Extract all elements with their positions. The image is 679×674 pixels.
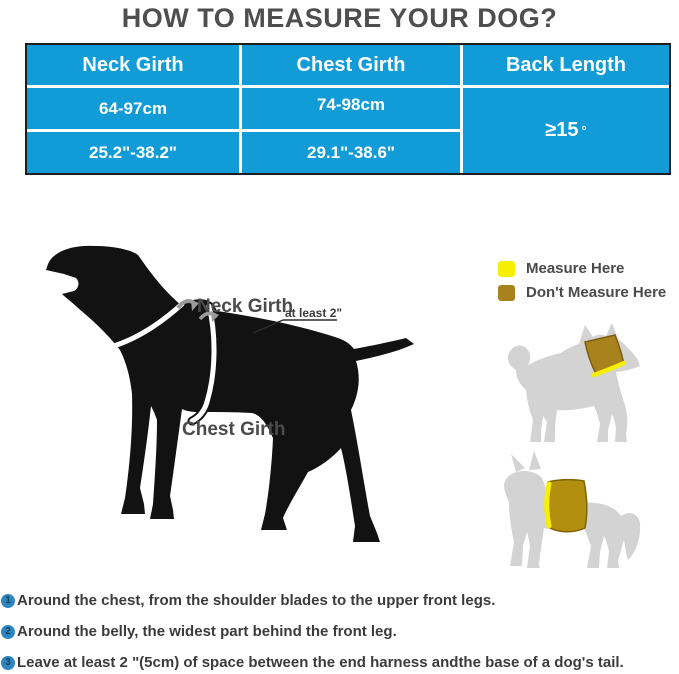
clearance-label: at least 2" [285, 306, 343, 320]
step-2-text: Around the belly, the widest part behind the front leg. [17, 623, 397, 640]
instruction-step-1 [1, 592, 678, 609]
chest-girth-label: Chest Girth [182, 419, 286, 440]
neck-measure-dog-illustration [503, 320, 643, 450]
size-table [25, 43, 671, 175]
col-header-back-length: Back Length [463, 45, 669, 85]
instruction-step-3 [1, 654, 678, 671]
col-header-chest-girth: Chest Girth [242, 45, 460, 85]
neck-girth-label: Neck Girth [197, 296, 294, 317]
step-3-badge: 3 [1, 656, 15, 670]
col-header-neck-girth: Neck Girth [27, 45, 239, 85]
chest-measure-stripe [547, 484, 549, 526]
measure-here-swatch [498, 261, 515, 277]
neck-girth-inch: 25.2"-38.2" [27, 132, 239, 173]
degree-symbol: ° [581, 123, 587, 138]
dont-measure-here-label: Don't Measure Here [526, 284, 667, 301]
step-1-badge: 1 [1, 594, 15, 608]
chest-girth-inch: 29.1"-38.6" [242, 132, 460, 173]
measure-here-label: Measure Here [526, 260, 625, 277]
legend-measure-here [498, 261, 624, 277]
page-title: HOW TO MEASURE YOUR DOG? [121, 3, 558, 33]
back-length-value: ≥15 ° [463, 88, 669, 173]
step-3-text: Leave at least 2 "(5cm) of space between the end harness andthe base of a dog's tail. [17, 654, 624, 671]
legend-dont-measure-here [498, 285, 666, 301]
belly-band-dont-measure [547, 480, 587, 532]
chest-girth-cm: 74-98cm [242, 88, 460, 129]
instruction-step-2 [1, 623, 678, 640]
step-2-badge: 2 [1, 625, 15, 639]
harness-diagram-dog-illustration [36, 242, 428, 554]
dont-measure-here-swatch [498, 285, 515, 301]
step-1-text: Around the chest, from the shoulder blades to the upper front legs. [17, 592, 496, 609]
neck-girth-cm: 64-97cm [27, 88, 239, 129]
instruction-list [1, 592, 678, 674]
gray-dog-1-silhouette [508, 323, 640, 442]
black-dog-silhouette [46, 246, 414, 542]
chest-measure-dog-illustration [498, 448, 646, 576]
